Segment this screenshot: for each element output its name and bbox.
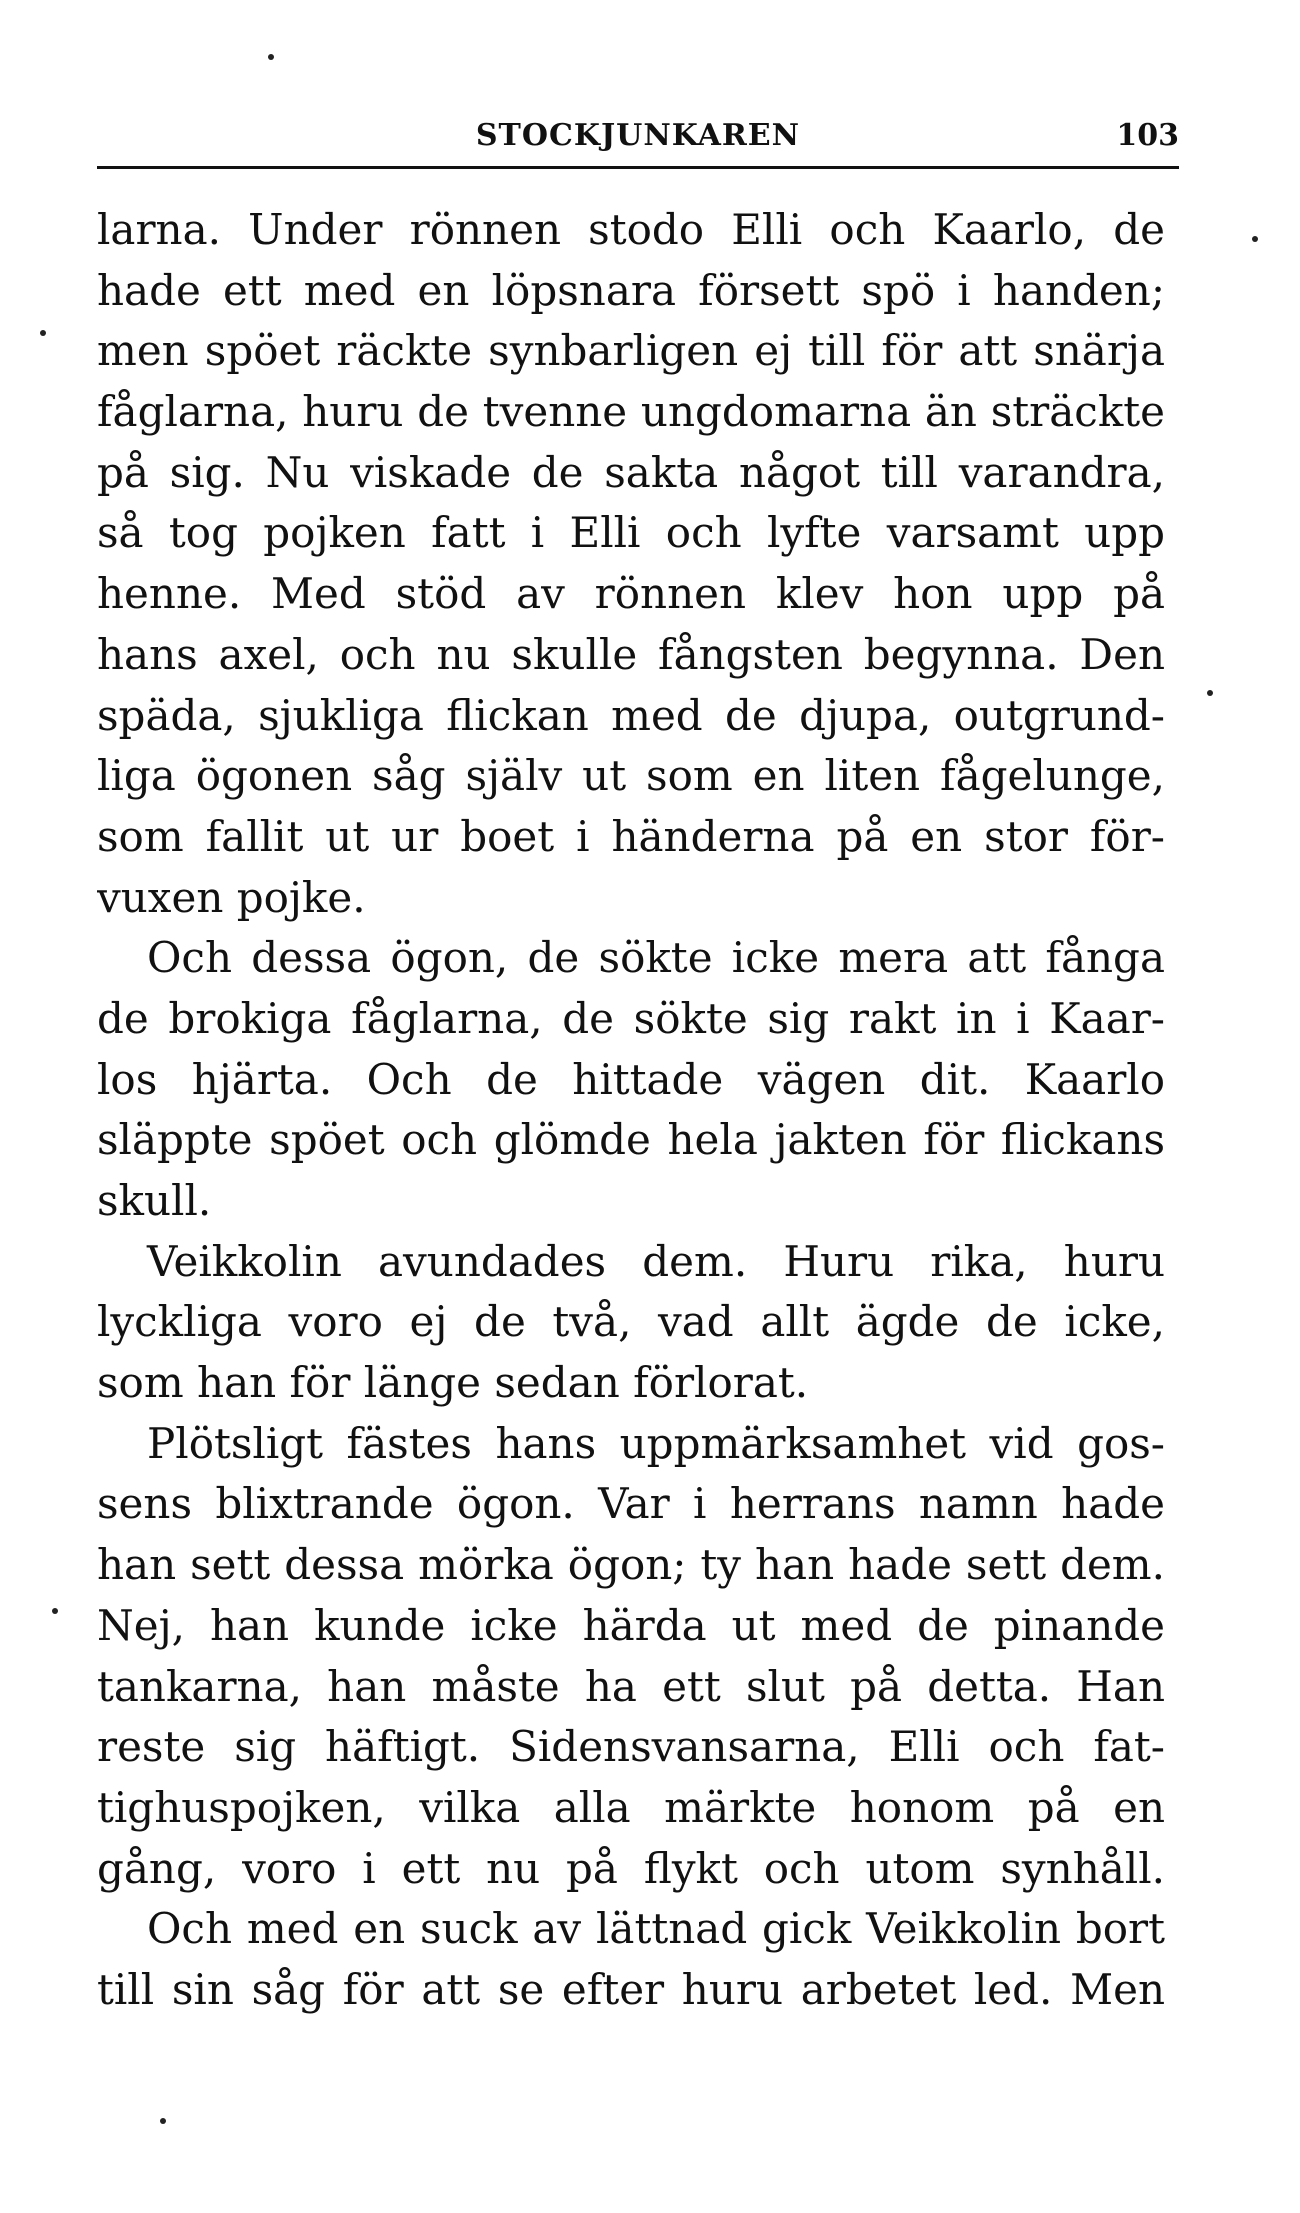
page-number: 103 bbox=[1116, 118, 1179, 153]
print-speck bbox=[160, 2118, 166, 2124]
print-speck bbox=[268, 54, 274, 60]
body-text bbox=[97, 200, 1165, 2021]
text-line: Och med en suck av lättnad gick Veikkolin bort bbox=[147, 1904, 1165, 1954]
text-line: henne. Med stöd av rönnen klev hon upp på bbox=[97, 569, 1165, 619]
text-line: men spöet räckte synbarligen ej till för att snärja bbox=[97, 326, 1165, 376]
text-line: som fallit ut ur boet i händerna på en stor för- bbox=[97, 811, 1165, 861]
text-line: på sig. Nu viskade de sakta något till varandra, bbox=[97, 447, 1165, 497]
text-line: liga ögonen såg själv ut som en liten fågelunge, bbox=[97, 751, 1165, 801]
text-line: reste sig häftigt. Sidensvansarna, Elli och fat- bbox=[97, 1722, 1165, 1772]
text-line: tighuspojken, vilka alla märkte honom på en bbox=[97, 1782, 1165, 1832]
running-title: STOCKJUNKAREN bbox=[475, 118, 801, 153]
text-line: så tog pojken fatt i Elli och lyfte varsamt upp bbox=[97, 508, 1165, 558]
text-line: sens blixtrande ögon. Var i herrans namn hade bbox=[97, 1479, 1165, 1529]
text-line: Plötsligt fästes hans uppmärksamhet vid gos- bbox=[147, 1418, 1165, 1468]
print-speck bbox=[1207, 690, 1213, 696]
text-line: gång, voro i ett nu på flykt och utom synhåll. bbox=[97, 1843, 1165, 1893]
print-speck bbox=[52, 1608, 58, 1614]
text-line: som han för länge sedan förlorat. bbox=[97, 1358, 809, 1408]
text-line: till sin såg för att se efter huru arbetet led. Men bbox=[97, 1964, 1165, 2014]
text-line: Och dessa ögon, de sökte icke mera att fånga bbox=[147, 933, 1165, 983]
text-line: vuxen pojke. bbox=[97, 872, 366, 922]
text-line: de brokiga fåglarna, de sökte sig rakt in i Kaar- bbox=[97, 993, 1165, 1043]
text-line: Veikkolin avundades dem. Huru rika, huru bbox=[147, 1236, 1165, 1286]
text-line: Nej, han kunde icke härda ut med de pinande bbox=[97, 1600, 1165, 1650]
text-line: skull. bbox=[97, 1176, 212, 1225]
running-head bbox=[97, 114, 1179, 169]
text-line: släppte spöet och glömde hela jakten för flickans bbox=[97, 1115, 1165, 1165]
text-line: tankarna, han måste ha ett slut på detta. Han bbox=[97, 1661, 1165, 1711]
text-line: larna. Under rönnen stodo Elli och Kaarlo, de bbox=[97, 205, 1165, 254]
text-line: fåglarna, huru de tvenne ungdomarna än sträckte bbox=[97, 387, 1165, 437]
print-speck bbox=[1252, 236, 1258, 242]
text-line: lyckliga voro ej de två, vad allt ägde de icke, bbox=[97, 1297, 1165, 1347]
text-line: späda, sjukliga flickan med de djupa, outgrund- bbox=[97, 690, 1165, 740]
text-line: hans axel, och nu skulle fångsten begynna. Den bbox=[97, 629, 1165, 679]
text-line: han sett dessa mörka ögon; ty han hade sett dem. bbox=[97, 1540, 1165, 1590]
print-speck bbox=[40, 330, 46, 336]
text-line: hade ett med en löpsnara försett spö i handen; bbox=[97, 265, 1165, 315]
text-line: los hjärta. Och de hittade vägen dit. Kaarlo bbox=[97, 1054, 1165, 1104]
